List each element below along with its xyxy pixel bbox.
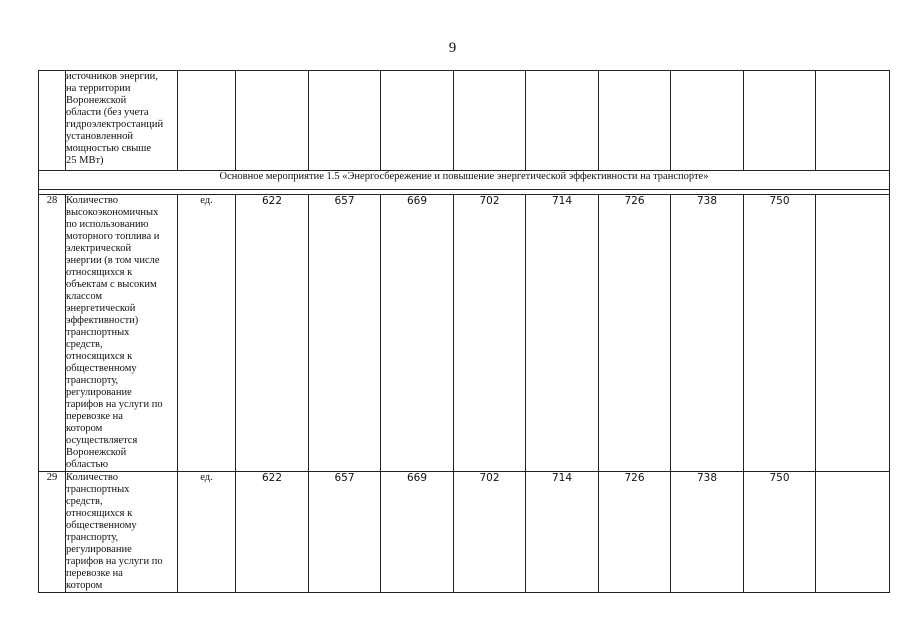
name-line: гидроэлектростанций (66, 119, 164, 130)
name-line: Количество (66, 472, 119, 483)
value-cell: 669 (381, 195, 454, 472)
name-line: электрической (66, 243, 132, 254)
name-line: общественному (66, 363, 137, 374)
value-cell (744, 71, 816, 171)
name-line: высокоэкономичных (66, 207, 159, 218)
value-cell (816, 71, 890, 171)
value-cell: 750 (744, 472, 816, 593)
value-cell (236, 71, 309, 171)
value-cell (816, 195, 890, 472)
section-header-row (39, 171, 890, 190)
name-line: энергии (в том числе (66, 255, 160, 266)
name-line: регулирование (66, 544, 132, 555)
name-line: источников энергии, (66, 71, 158, 82)
page-number: 9 (448, 40, 457, 56)
value-cell (454, 71, 526, 171)
name-line: областью (66, 459, 109, 470)
unit-cell: ед. (178, 195, 236, 472)
value-cell: 622 (236, 472, 309, 593)
table-row (39, 472, 890, 593)
value-cell (309, 71, 381, 171)
value-cell: 750 (744, 195, 816, 472)
name-line: относящихся к (66, 351, 133, 362)
name-line: котором (66, 580, 103, 591)
name-line: перевозке на (66, 411, 123, 422)
name-line: транспортных (66, 484, 130, 495)
name-line: тарифов на услуги по (66, 399, 163, 410)
name-line: тарифов на услуги по (66, 556, 163, 567)
value-cell (599, 71, 671, 171)
name-line: перевозке на (66, 568, 123, 579)
name-line: транспорту, (66, 532, 119, 543)
name-line: по использованию (66, 219, 149, 230)
name-line: области (без учета (66, 107, 149, 118)
value-cell: 714 (526, 472, 599, 593)
value-cell: 657 (309, 195, 381, 472)
row-number-cell (39, 71, 66, 171)
name-line: классом (66, 291, 103, 302)
value-cell: 702 (454, 195, 526, 472)
name-line: Воронежской (66, 95, 127, 106)
value-cell: 726 (599, 472, 671, 593)
name-line: энергетической (66, 303, 136, 314)
value-cell (671, 71, 744, 171)
name-line: котором (66, 423, 103, 434)
name-line: 25 МВт) (66, 155, 104, 166)
value-cell: 622 (236, 195, 309, 472)
value-cell: 726 (599, 195, 671, 472)
row-number-cell: 29 (39, 472, 66, 593)
name-line: моторного топлива и (66, 231, 160, 242)
value-cell: 738 (671, 195, 744, 472)
name-line: установленной (66, 131, 133, 142)
name-line: мощностью свыше (66, 143, 152, 154)
indicator-name-cell (66, 71, 178, 171)
name-line: транспортных (66, 327, 130, 338)
name-line: средств, (66, 496, 103, 507)
name-line: транспорту, (66, 375, 119, 386)
value-cell (816, 472, 890, 593)
unit-cell (178, 71, 236, 171)
indicator-name-cell (66, 472, 178, 593)
value-cell (526, 71, 599, 171)
name-line: общественному (66, 520, 137, 531)
name-line: эффективности) (66, 315, 139, 326)
name-line: на территории (66, 83, 131, 94)
unit-cell: ед. (178, 472, 236, 593)
table-row (39, 195, 890, 472)
name-line: осуществляется (66, 435, 138, 446)
name-line: Воронежской (66, 447, 127, 458)
value-cell (381, 71, 454, 171)
indicator-name-cell (66, 195, 178, 472)
name-line: относящихся к (66, 267, 133, 278)
value-cell: 738 (671, 472, 744, 593)
row-number-cell: 28 (39, 195, 66, 472)
table-row-continuation (39, 71, 890, 171)
name-line: регулирование (66, 387, 132, 398)
value-cell: 669 (381, 472, 454, 593)
section-title: Основное мероприятие 1.5 «Энергосбережение и повышение энергетической эффективности на транспорте» (39, 171, 890, 190)
name-line: средств, (66, 339, 103, 350)
value-cell: 714 (526, 195, 599, 472)
name-line: объектам с высоким (66, 279, 157, 290)
indicator-table (38, 70, 890, 593)
name-line: Количество (66, 195, 119, 206)
value-cell: 657 (309, 472, 381, 593)
value-cell: 702 (454, 472, 526, 593)
name-line: относящихся к (66, 508, 133, 519)
